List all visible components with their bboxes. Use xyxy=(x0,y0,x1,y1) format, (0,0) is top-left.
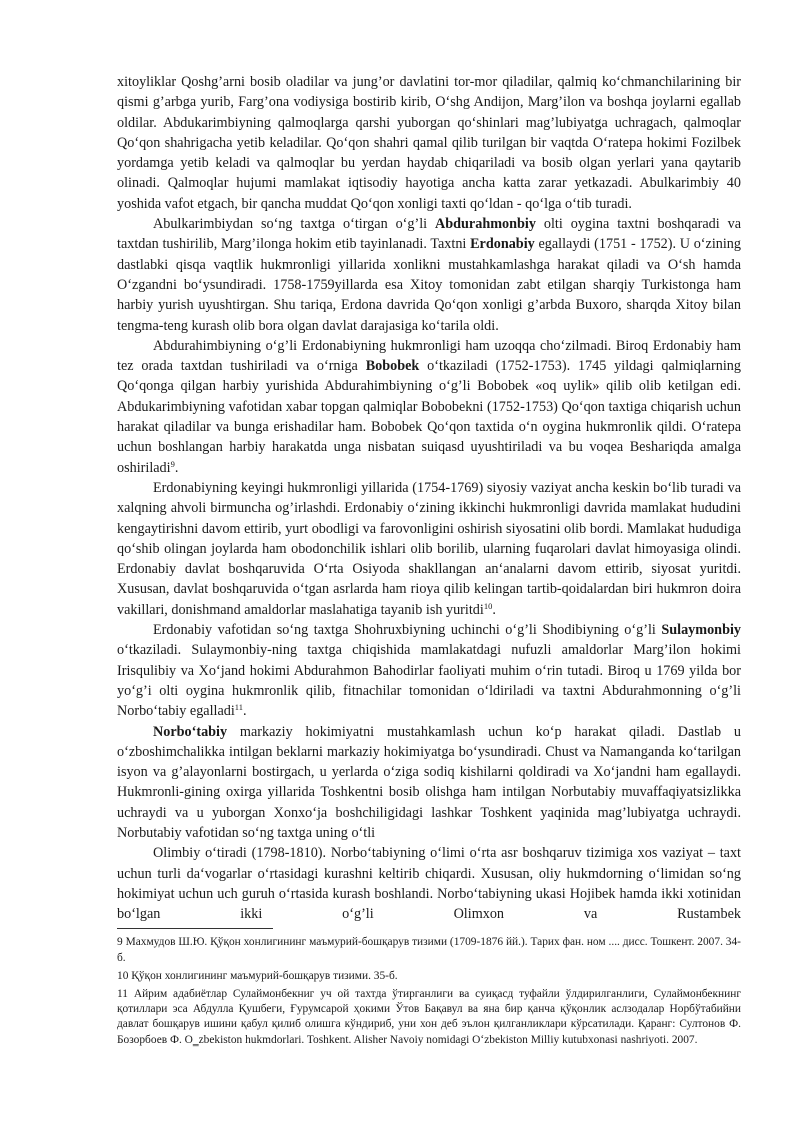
text-run: olti oygina taxtni boshqaradi va taxtdan tushirilib, Marg’ilonga hokim etib tayinlanadi. Taxtni xyxy=(117,216,741,253)
paragraph xyxy=(117,72,741,214)
text-run: Erdonabiy vafotidan so‘ng taxtga Shohruxbiyning uchinchi o‘g’li Shodibiyning o‘g’li xyxy=(153,622,662,639)
text-run: Abulkarimbiydan so‘ng taxtga o‘tirgan o‘g’li xyxy=(153,216,436,233)
footnote xyxy=(117,969,741,984)
footnote-number: 9 xyxy=(117,936,123,949)
footnote-number: 11 xyxy=(117,988,128,1001)
text-run: Abdurahimbiyning o‘g’li Erdonabiyning hukmronligi ham uzoqqa cho‘zilmadi. Biroq Erdonabiy ham tez orada taxtdan tushiriladi va o‘rniga xyxy=(117,337,741,375)
text-run: xitoyliklar Qoshg’arni bosib oladilar va jung’or davlatini tor-mor qiladilar, qalmiq ko‘chmanchilarining bir qismi g’arbga yurib, Farg’ona vodiysiga bostirib kirib, O‘shg Andijon, Marg’ilon va boshqa joylarni egallab oldilar. Abdukarimbiyning qalmoqlarga qarshi yuborgan qo‘shinlari mag’lubiyatga uchragach, qalmoqlar Qo‘qon shahrigacha yetib keladilar. Qo‘qon shahri qamal qilib turilgan bir vaqtda O‘ratepa hokimi Fozilbek yordamga yetib keladi va qalmoqlar bu yerdan haydab chiqariladi va bosib olgan yerlari yana qaytarib olinadi. Qalmoqlar hujumi mamlakat iqtisodiy hayotiga ancha katta zarar yetkazadi. Abulkarimbiy 40 yoshida vafot etgach, bir qancha muddat Qo‘qon xonligi taxti qo‘ldan - qo‘lga o‘tib turadi. xyxy=(117,74,741,212)
text-run: o‘tkaziladi (1752-1753). 1745 yildagi qalmiqlarning Qo‘qonga qilgan harbiy yurishida Abdurahimbiyning o‘g’li Bobobek «oq uylik» qilib olib ketilgan edi. Abdukarimbiyning vafotidan xabar topgan qalmiqlar Bobobekni (1752-1753) Qo‘qon taxtiga chiqarish uchun harakat qiladilar va bunga erishadilar ham. Bobobek Qo‘qon taxtida o‘n oygina hukmronlik qildi. O‘ratepa uchun boshlangan harbiy harakatda unga nisbatan suiqasd uyushtiriladi va bu voqea Beshariqda amalga oshiriladi xyxy=(117,358,741,476)
text-run: Olimbiy o‘tiradi (1798-1810). Norbo‘tabiyning o‘limi o‘rta asr boshqaruv tizimiga xos vaziyat – taxt uchun turli da‘vogarlar o‘rtasidagi kurashni keltirib chiqardi. Xususan, oliy hukmdorning o‘limidan so‘ng hokimiyat uchun uch guruh o‘rtasida kurash boshlandi. Norbo‘tabiyning ukasi Hojibek hamda ikki xotinidan bo‘lgan ikki o‘g’li Olimxon va Rustambek xyxy=(117,845,741,923)
ruler-name: Norbo‘tabiy xyxy=(153,723,228,740)
ruler-name: Bobobek xyxy=(365,358,420,375)
footnotes xyxy=(117,935,741,1047)
footnote-divider xyxy=(117,928,273,929)
paragraph xyxy=(117,843,741,924)
footnote-text: Қўқон хонлигининг маъмурий-бошқарув тизими. 35-б. xyxy=(131,969,398,982)
text-run: Erdonabiyning keyingi hukmronligi yillarida (1754-1769) siyosiy vaziyat ancha keskin bo‘lib turadi va xalqning ahvoli birmuncha og’irlashdi. Erdonabiy o‘zining ikkinchi hukmronligi davrida mamlakat hududini kengaytirishni davom ettirib, yurt obodligi va farovonligini oshirish siyosatini olib bordi. Mamlakat hududiga qo‘shib olingan joylarda ham obodonchilik ishlari olib borilib, ularning fuqarolari davlat himoyasiga olindi. Erdonabiy davlat boshqaruvida O‘rta Osiyoda shakllangan an‘analarni davom ettirib, siyosat yuritdi. Xususan, davlat boshqaruvida o‘tgan asrlarda ham rioya qilib kelingan tartib-qoidalardan biri hukmron doira vakillari, donishmand amaldorlar maslahatiga tayanib ish yuritdi xyxy=(117,479,741,618)
text-run: . xyxy=(492,601,496,618)
text-run: egallaydi (1751 - 1752). U o‘zining dastlabki qisqa vaqtlik hukmronligi yillarida xonlikni mustahkamlashga harakat qiladi va O‘sh hamda O‘zgandni bo‘ysundiradi. 1758-1759yillarda esa Xitoy tomonidan zabt etilgan sharqiy Turkistonga ham harbiy yurish uyushtirgan. Shu tariqa, Erdona davrida Qo‘qon xonligi g’arbda Buxoro, sharqda Xitoy bilan tengma-teng kurash olib bora olgan davlat darajasiga ko‘tarila oldi. xyxy=(117,236,741,334)
footnote xyxy=(117,935,741,965)
footnote-text: Айрим адабиётлар Сулаймонбекниг уч ой тахтда ўтирганлиги ва суиқасд туфайли ўлдирилганлиги, Сулаймонбекнинг қотиллари эса Абдулла Қушбеги, Ғурумсарой ҳокими Ўтов Бақавул ва яна бир қанча қўқонлик аслзодалар Норбўтабийни давлат бошқарув ишини қабул қилиб олишга кўндириб, уни хон деб эълон қилганликлари кўрсатилади. Қаранг: Султонов Ф. Бозорбоев Ф. O‗zbekiston hukmdorlari. Toshkent. Alisher Navoiy nomidagi O‘zbekiston Milliy kutubxonasi nashriyoti. 2007. xyxy=(117,988,741,1046)
text-run: markaziy hokimiyatni mustahkamlash uchun ko‘p harakat qiladi. Dastlab u o‘zboshimchalikka intilgan beklarni markaziy hokimiyatga bo‘ysundiradi. Chust va Namanganda ko‘tarilgan isyon va g’alayonlarni bostirgach, u yerlarda o‘ziga sodiq kishilarni qoldiradi va Xo‘jandni ham egallaydi. Hukmronli-gining oxirga yillarida Toshkentni bosib olishga ham intilgan Norbutabiy muvaffaqiyatsizlikka uchraydi va u yuborgan Xonxo‘ja boshchiligidagi lashkar Toshkent yaqinida mag’lubiyatga uchraydi. Norbutabiy vafotidan so‘ng taxtga uning o‘tli xyxy=(117,723,741,841)
footnote-ref: 11 xyxy=(234,702,243,713)
text-run: o‘tkaziladi. Sulaymonbiy-ning taxtga chiqishida mamlakatdagi nufuzli amaldorlar Marg’ilon hokimi Irisqulibiy va Xo‘jand hokimi Abdurahmon Bahodirlar faoliyati muhim o‘rin tutadi. Biroq u 1769 yilda bor yo‘g’i olti oygina hukmronlik qilib, fitnachilar tomonidan o‘ldiriladi va taxtni Abdurahmonning o‘g’li Norbo‘tabiy egalladi xyxy=(117,642,741,720)
ruler-name: Abdurahmonbiy xyxy=(435,216,536,233)
footnote xyxy=(117,987,741,1048)
footnote-text: Махмудов Ш.Ю. Қўқон хонлигининг маъмурий-бошқарув тизими (1709-1876 йй.). Тарих фан. ном .... дисс. Тошкент. 2007. 34-б. xyxy=(117,936,741,964)
paragraph xyxy=(117,336,741,478)
footnote-ref: 9 xyxy=(170,458,175,469)
text-run: . xyxy=(174,459,179,476)
main-text xyxy=(117,72,741,924)
paragraph xyxy=(117,620,741,721)
ruler-name: Erdonabiy xyxy=(470,236,535,253)
paragraph xyxy=(117,214,741,336)
footnote-ref: 10 xyxy=(483,600,493,611)
ruler-name: Sulaymonbiy xyxy=(661,622,741,639)
paragraph xyxy=(117,478,741,620)
paragraph xyxy=(117,722,741,844)
text-run: . xyxy=(242,703,247,720)
footnote-number: 10 xyxy=(117,969,129,982)
document-page xyxy=(117,72,741,1051)
